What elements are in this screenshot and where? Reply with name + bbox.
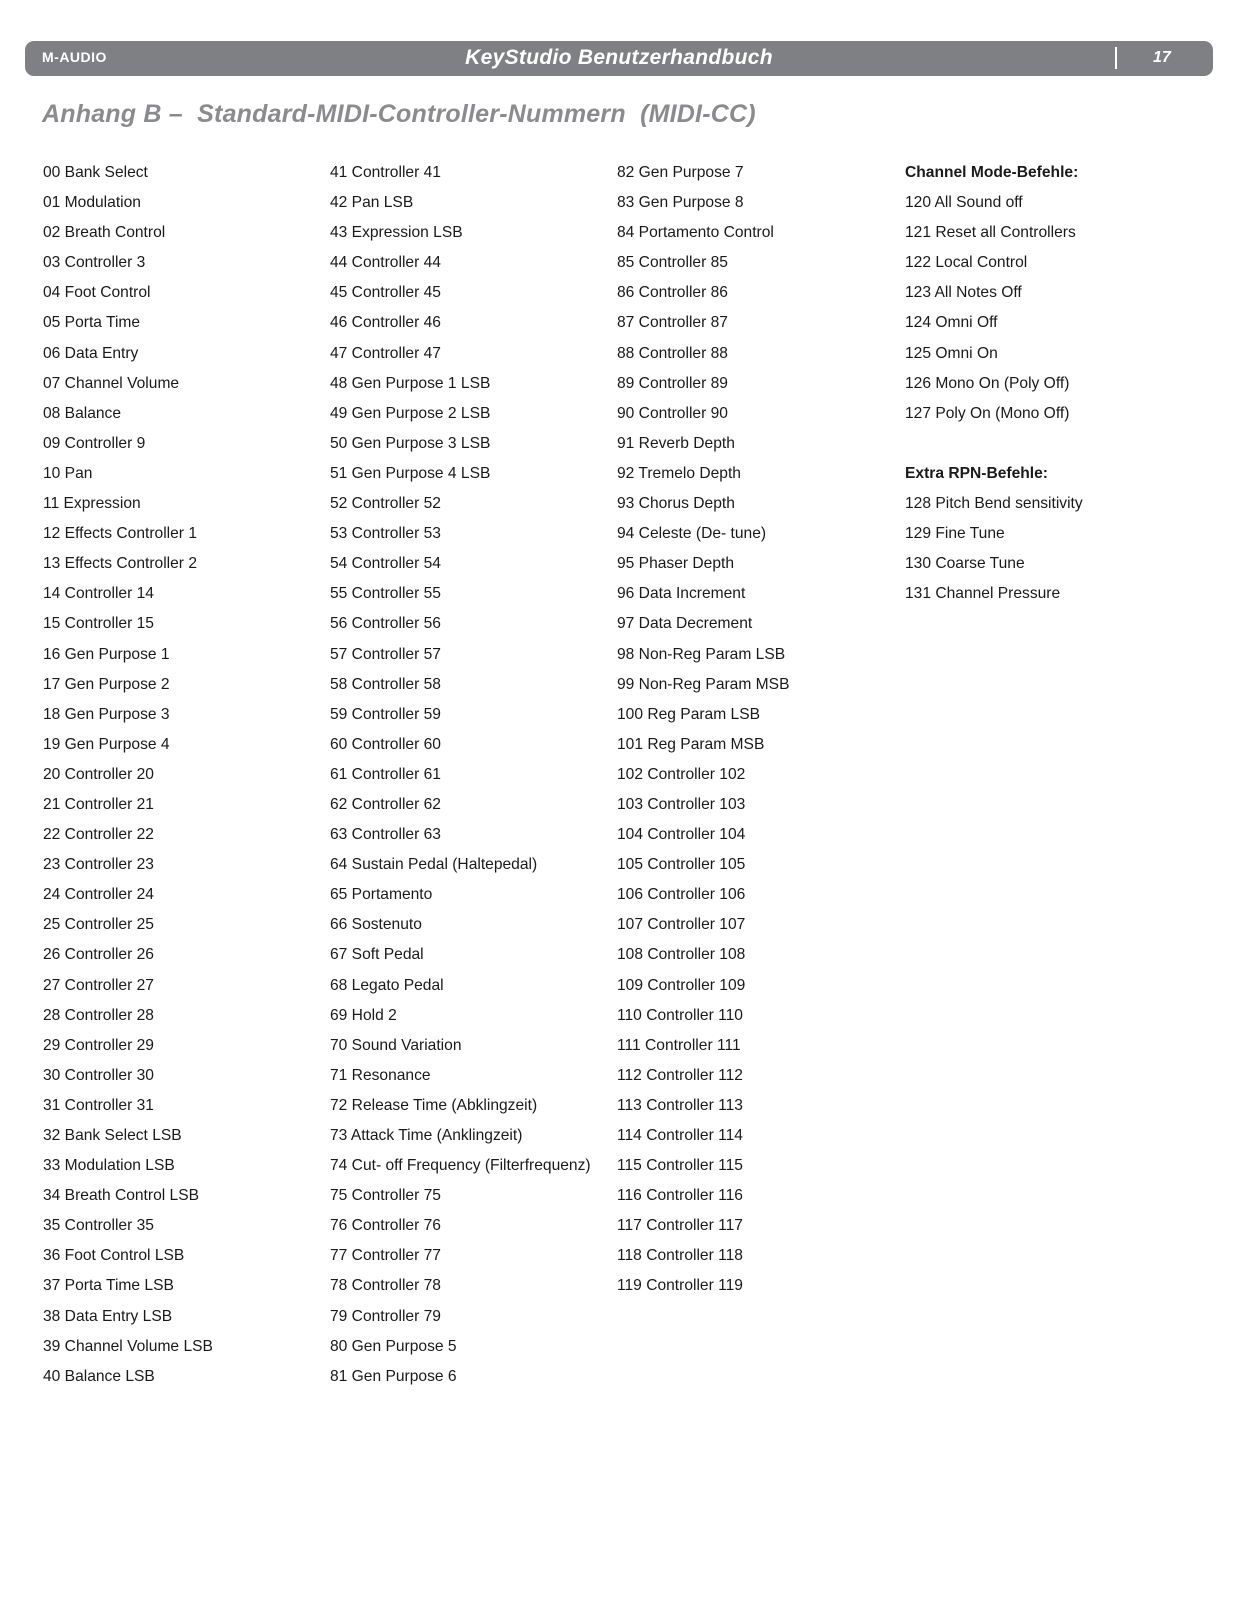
list-item: 17 Gen Purpose 2 [43, 675, 170, 693]
list-item: 124 Omni Off [905, 314, 998, 332]
list-item: 87 Controller 87 [617, 314, 728, 332]
list-item: 80 Gen Purpose 5 [330, 1337, 457, 1355]
list-item: 99 Non-Reg Param MSB [617, 675, 790, 693]
list-item: 19 Gen Purpose 4 [43, 735, 170, 753]
list-item: 66 Sostenuto [330, 916, 422, 934]
controller-column-2 [330, 161, 591, 1395]
list-item: 126 Mono On (Poly Off) [905, 374, 1070, 392]
list-item: 77 Controller 77 [330, 1247, 441, 1265]
page-header [25, 41, 1213, 76]
list-item: 30 Controller 30 [43, 1066, 154, 1084]
list-item: 35 Controller 35 [43, 1217, 154, 1235]
list-item: 106 Controller 106 [617, 886, 746, 904]
list-item: 38 Data Entry LSB [43, 1307, 173, 1325]
list-item: 120 All Sound off [905, 194, 1023, 212]
list-item: 59 Controller 59 [330, 705, 441, 723]
list-item: 47 Controller 47 [330, 344, 441, 362]
list-item: 50 Gen Purpose 3 LSB [330, 434, 491, 452]
section-title: Anhang B – Standard-MIDI-Controller-Nummern (MIDI-CC) [42, 100, 756, 128]
list-item: 82 Gen Purpose 7 [617, 164, 744, 181]
list-item: 46 Controller 46 [330, 314, 441, 332]
spacer [905, 432, 1083, 462]
list-item: 29 Controller 29 [43, 1036, 154, 1054]
list-item: 105 Controller 105 [617, 856, 746, 874]
list-item: 63 Controller 63 [330, 826, 441, 844]
list-item: 108 Controller 108 [617, 946, 746, 964]
header-divider [1115, 47, 1117, 69]
list-item: 118 Controller 118 [617, 1247, 743, 1265]
list-item: 78 Controller 78 [330, 1277, 441, 1295]
list-item: 09 Controller 9 [43, 434, 146, 452]
list-item: 128 Pitch Bend sensitivity [905, 495, 1083, 513]
list-item: 89 Controller 89 [617, 374, 728, 392]
list-item: 100 Reg Param LSB [617, 705, 761, 723]
list-item: 39 Channel Volume LSB [43, 1337, 213, 1355]
list-item: 45 Controller 45 [330, 284, 441, 302]
list-item: 111 Controller 111 [617, 1036, 741, 1054]
list-item: 72 Release Time (Abklingzeit) [330, 1096, 538, 1114]
list-item: 33 Modulation LSB [43, 1157, 175, 1175]
list-item: 84 Portamento Control [617, 224, 774, 242]
list-item: 83 Gen Purpose 8 [617, 194, 744, 212]
list-item: 65 Portamento [330, 886, 433, 904]
list-item: 26 Controller 26 [43, 946, 154, 964]
list-item: 51 Gen Purpose 4 LSB [330, 464, 491, 482]
list-item: 15 Controller 15 [43, 615, 154, 633]
list-item: 61 Controller 61 [330, 765, 441, 783]
list-item: 119 Controller 119 [617, 1277, 743, 1295]
list-item: 00 Bank Select [43, 164, 148, 181]
list-item: 103 Controller 103 [617, 795, 746, 813]
list-item: 48 Gen Purpose 1 LSB [330, 374, 491, 392]
list-item: 81 Gen Purpose 6 [330, 1367, 457, 1385]
channel-mode-heading: Channel Mode-Befehle: [905, 164, 1079, 181]
list-item: 117 Controller 117 [617, 1217, 743, 1235]
list-item: 13 Effects Controller 2 [43, 555, 197, 573]
list-item: 114 Controller 114 [617, 1127, 743, 1144]
list-item: 60 Controller 60 [330, 735, 441, 753]
list-item: 71 Resonance [330, 1066, 431, 1084]
list-item: 36 Foot Control LSB [43, 1247, 185, 1265]
list-item: 58 Controller 58 [330, 675, 441, 693]
list-item: 115 Controller 115 [617, 1157, 743, 1175]
list-item: 75 Controller 75 [330, 1187, 441, 1205]
list-item: 11 Expression [43, 495, 141, 513]
list-item: 40 Balance LSB [43, 1367, 155, 1385]
list-item: 125 Omni On [905, 344, 998, 362]
list-item: 95 Phaser Depth [617, 555, 735, 573]
list-item: 127 Poly On (Mono Off) [905, 404, 1070, 422]
list-item: 122 Local Control [905, 254, 1028, 272]
list-item: 79 Controller 79 [330, 1307, 441, 1325]
list-item: 43 Expression LSB [330, 224, 463, 242]
controller-column-1 [43, 161, 213, 1395]
list-item: 90 Controller 90 [617, 404, 728, 422]
list-item: 04 Foot Control [43, 284, 151, 302]
list-item: 92 Tremelo Depth [617, 464, 741, 482]
list-item: 116 Controller 116 [617, 1187, 743, 1205]
list-item: 28 Controller 28 [43, 1006, 154, 1024]
list-item: 52 Controller 52 [330, 495, 441, 513]
list-item: 129 Fine Tune [905, 525, 1005, 543]
list-item: 27 Controller 27 [43, 976, 154, 994]
list-item: 25 Controller 25 [43, 916, 154, 934]
list-item: 55 Controller 55 [330, 585, 441, 603]
list-item: 56 Controller 56 [330, 615, 441, 633]
list-item: 20 Controller 20 [43, 765, 154, 783]
list-item: 23 Controller 23 [43, 856, 154, 874]
list-item: 42 Pan LSB [330, 194, 414, 212]
list-item: 69 Hold 2 [330, 1006, 397, 1024]
list-item: 10 Pan [43, 464, 93, 482]
list-item: 73 Attack Time (Anklingzeit) [330, 1127, 523, 1144]
brand-logo: M-AUDIO [42, 49, 107, 65]
list-item: 112 Controller 112 [617, 1066, 743, 1084]
list-item: 93 Chorus Depth [617, 495, 735, 513]
extra-rpn-heading: Extra RPN-Befehle: [905, 464, 1048, 482]
list-item: 121 Reset all Controllers [905, 224, 1076, 242]
document-title: KeyStudio Benutzerhandbuch [465, 46, 773, 69]
list-item: 37 Porta Time LSB [43, 1277, 174, 1295]
mode-commands-column [905, 161, 1083, 612]
list-item: 44 Controller 44 [330, 254, 441, 272]
list-item: 41 Controller 41 [330, 164, 441, 181]
list-item: 62 Controller 62 [330, 795, 441, 813]
list-item: 03 Controller 3 [43, 254, 146, 272]
list-item: 34 Breath Control LSB [43, 1187, 200, 1205]
list-item: 12 Effects Controller 1 [43, 525, 197, 543]
list-item: 49 Gen Purpose 2 LSB [330, 404, 491, 422]
list-item: 123 All Notes Off [905, 284, 1022, 302]
list-item: 32 Bank Select LSB [43, 1127, 182, 1144]
list-item: 91 Reverb Depth [617, 434, 735, 452]
list-item: 74 Cut- off Frequency (Filterfrequenz) [330, 1157, 591, 1175]
list-item: 68 Legato Pedal [330, 976, 444, 994]
list-item: 18 Gen Purpose 3 [43, 705, 170, 723]
controller-column-3 [617, 161, 789, 1305]
list-item: 86 Controller 86 [617, 284, 728, 302]
list-item: 22 Controller 22 [43, 826, 154, 844]
list-item: 70 Sound Variation [330, 1036, 462, 1054]
list-item: 21 Controller 21 [43, 795, 154, 813]
list-item: 64 Sustain Pedal (Haltepedal) [330, 856, 538, 874]
list-item: 01 Modulation [43, 194, 141, 212]
list-item: 101 Reg Param MSB [617, 735, 765, 753]
list-item: 54 Controller 54 [330, 555, 441, 573]
list-item: 88 Controller 88 [617, 344, 728, 362]
list-item: 08 Balance [43, 404, 122, 422]
list-item: 07 Channel Volume [43, 374, 180, 392]
list-item: 98 Non-Reg Param LSB [617, 645, 786, 663]
list-item: 67 Soft Pedal [330, 946, 424, 964]
list-item: 102 Controller 102 [617, 765, 746, 783]
list-item: 24 Controller 24 [43, 886, 154, 904]
list-item: 131 Channel Pressure [905, 585, 1061, 603]
list-item: 31 Controller 31 [43, 1096, 154, 1114]
list-item: 130 Coarse Tune [905, 555, 1025, 573]
list-item: 110 Controller 110 [617, 1006, 743, 1024]
list-item: 53 Controller 53 [330, 525, 441, 543]
list-item: 06 Data Entry [43, 344, 139, 362]
list-item: 97 Data Decrement [617, 615, 753, 633]
list-item: 14 Controller 14 [43, 585, 154, 603]
list-item: 94 Celeste (De- tune) [617, 525, 767, 543]
list-item: 16 Gen Purpose 1 [43, 645, 170, 663]
list-item: 109 Controller 109 [617, 976, 746, 994]
list-item: 02 Breath Control [43, 224, 166, 242]
list-item: 05 Porta Time [43, 314, 141, 332]
list-item: 76 Controller 76 [330, 1217, 441, 1235]
list-item: 107 Controller 107 [617, 916, 746, 934]
page-number: 17 [1153, 49, 1171, 66]
list-item: 96 Data Increment [617, 585, 746, 603]
list-item: 104 Controller 104 [617, 826, 746, 844]
list-item: 85 Controller 85 [617, 254, 728, 272]
list-item: 113 Controller 113 [617, 1096, 743, 1114]
list-item: 57 Controller 57 [330, 645, 441, 663]
